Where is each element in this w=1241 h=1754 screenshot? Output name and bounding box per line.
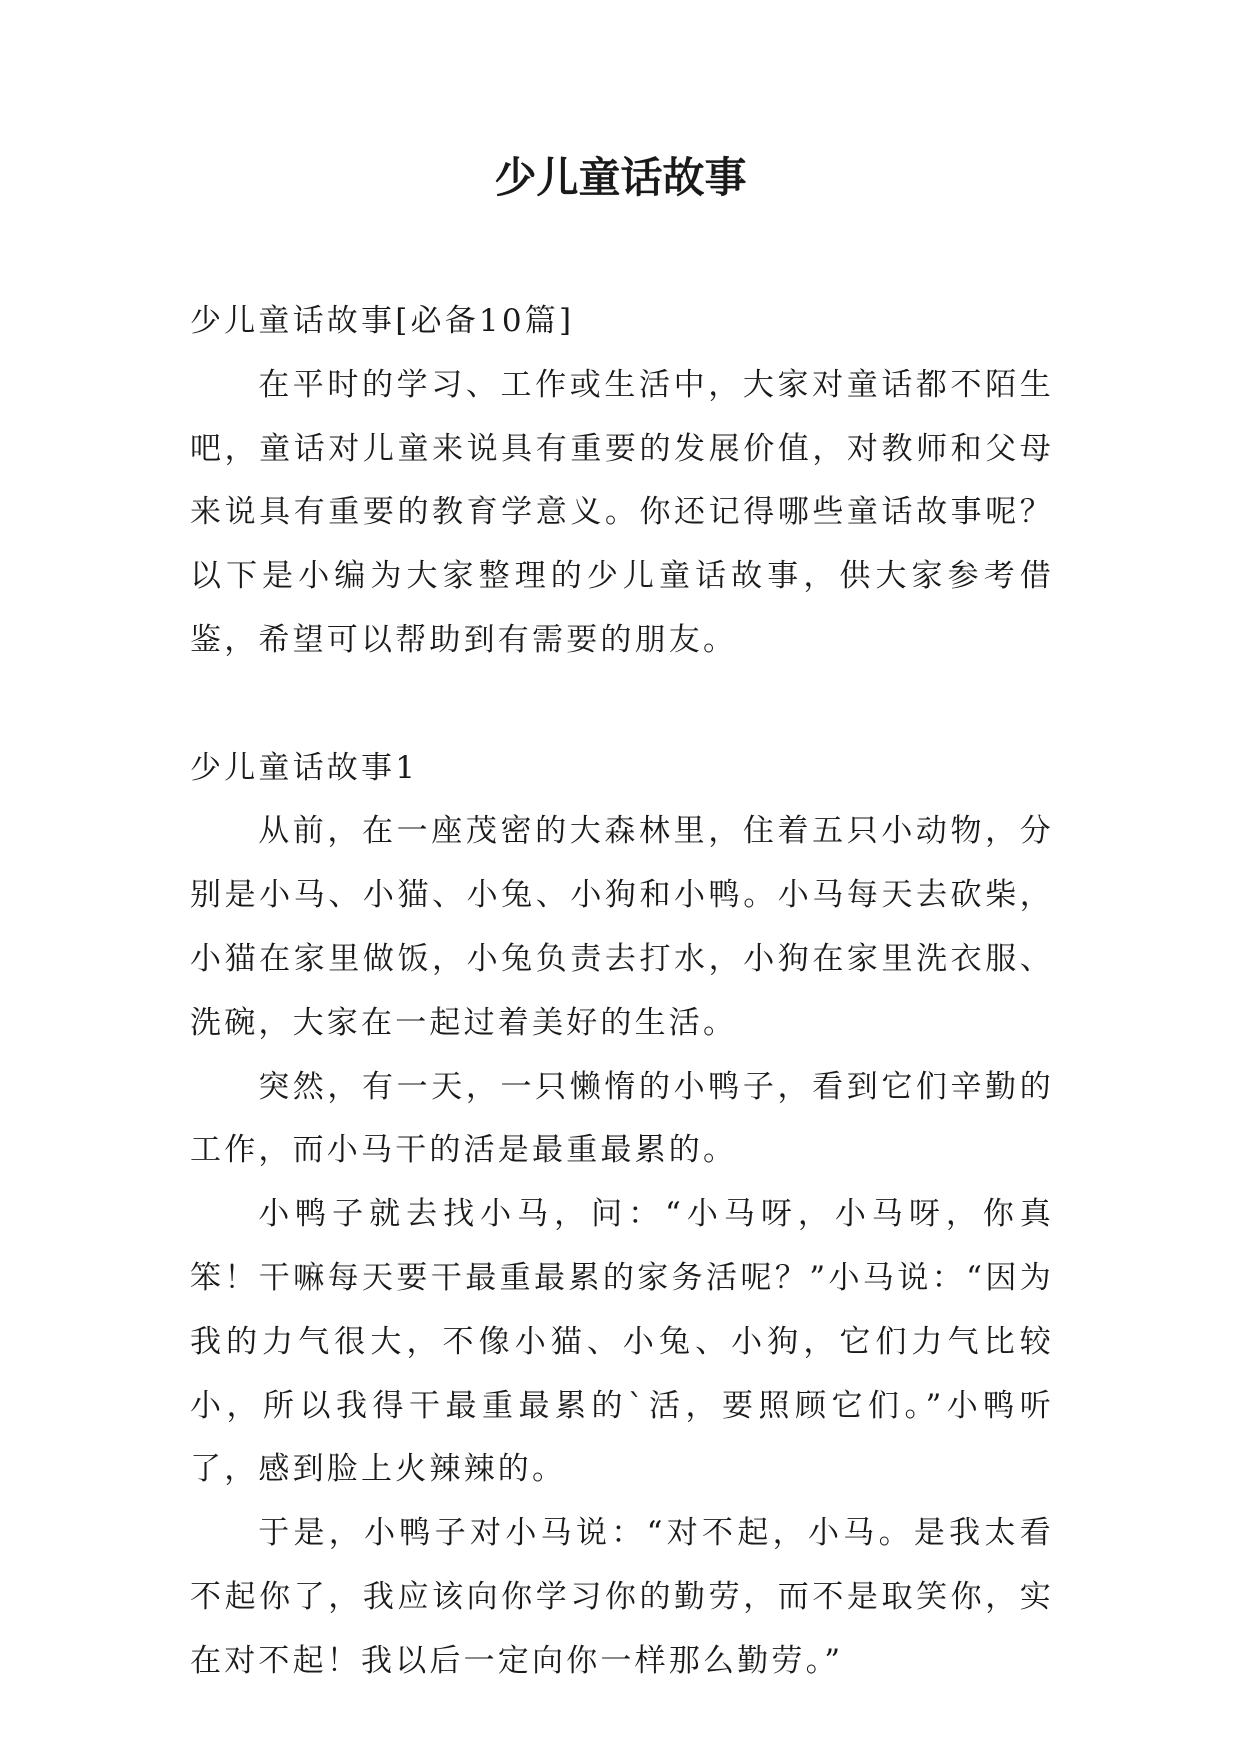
story-paragraph-2: 突然，有一天，一只懒惰的小鸭子，看到它们辛勤的工作，而小马干的活是最重最累的。 — [190, 1068, 1054, 1169]
story-paragraph-1: 从前，在一座茂密的大森林里，住着五只小动物，分别是小马、小猫、小兔、小狗和小鸭。小马每天去砍柴，小猫在家里做饭，小兔负责去打水，小狗在家里洗衣服、洗碗，大家在一起过着美好的生活。 — [190, 813, 1054, 1041]
document-title: 少儿童话故事 — [494, 153, 747, 202]
story-paragraph-3: 小鸭子就去找小马，问：“小马呀，小马呀，你真笨！干嘛每天要干最重最累的家务活呢？”小马说：“因为我的力气很大，不像小猫、小兔、小狗，它们力气比较小，所以我得干最重最累的`活，要照顾它们。”小鸭听了，感到脸上火辣辣的。 — [190, 1196, 1054, 1488]
story-heading: 少儿童话故事1 — [190, 749, 419, 786]
section-spacer — [190, 673, 1054, 737]
document-body — [190, 290, 1054, 1694]
story-paragraph-4: 于是，小鸭子对小马说：“对不起，小马。是我太看不起你了，我应该向你学习你的勤劳，而不是取笑你，实在对不起！我以后一定向你一样那么勤劳。” — [190, 1515, 1054, 1679]
document-subtitle: 少儿童话故事[必备10篇] — [190, 303, 575, 339]
intro-paragraph: 在平时的学习、工作或生活中，大家对童话都不陌生吧，童话对儿童来说具有重要的发展价值，对教师和父母来说具有重要的教育学意义。你还记得哪些童话故事呢？以下是小编为大家整理的少儿童话故事，供大家参考借鉴，希望可以帮助到有需要的朋友。 — [190, 366, 1054, 658]
